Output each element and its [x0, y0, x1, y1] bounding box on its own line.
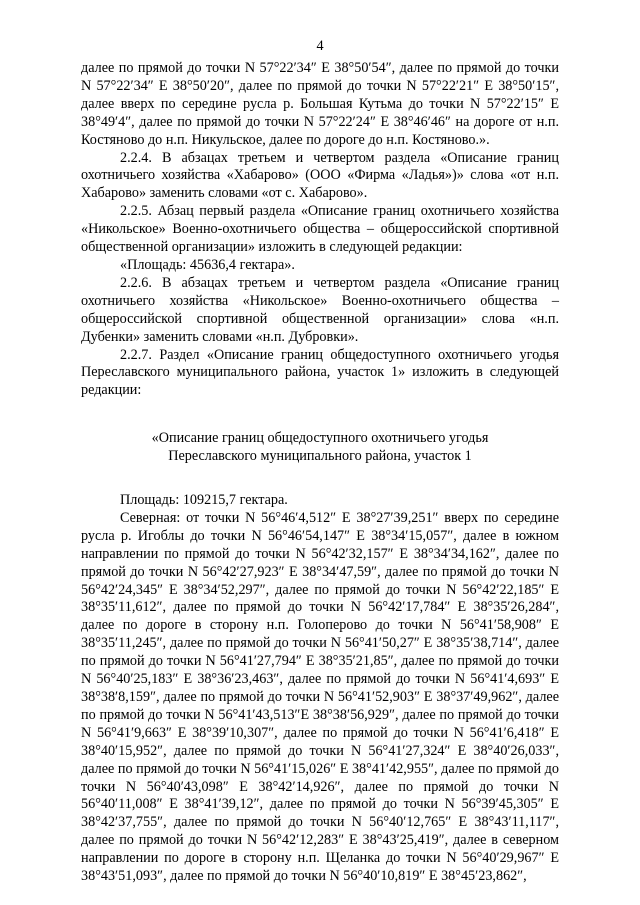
paragraph-2-2-4: 2.2.4. В абзацах третьем и четвертом раздела «Описание границ охотничьего хозяйства «Хабарово» (ООО «Фирма «Ладья»)» слова «от н.п. Хабарово» заменить словами «от с. Хабарово».: [81, 149, 559, 202]
section-heading-line-2: Переславского муниципального района, участок 1: [168, 448, 472, 465]
section-area: Площадь: 109215,7 гектара.: [120, 492, 288, 509]
paragraph-continuation: далее по прямой до точки N 57°22′34″ E 38°50′54″, далее по прямой до точки N 57°22′34″ E 38°50′20″, далее по прямой до точки N 57°22′21″ E 38°50′15″, далее вверх по середине русла р. Большая Кутьма до точки N 57°22′15″ E 38°49′4″, далее по прямой до точки N 57°22′24″ E 38°46′46″ на дороге от н.п. Костяново до н.п. Никульское, далее по дороге до н.п. Костяново.».: [81, 60, 559, 148]
page-number: 4: [316, 38, 324, 54]
paragraph-2-2-6: 2.2.6. В абзацах третьем и четвертом раздела «Описание границ охотничьего хозяйства «Никольское» Военно-охотничьего общества – общероссийской спортивной общественной организации» слова «н.п. Дубенки» заменить словами «н.п. Дубровки».: [81, 274, 559, 345]
north-boundary-description: Северная: от точки N 56°46′4,512″ E 38°27′39,251″ вверх по середине русла р. Игоблы до точки N 56°46′54,147″ E 38°34′15,057″, далее в южном направлении по прямой до точки N 56°42′32,157″ E 38°34′34,162″, далее по прямой до точки N 56°42′27,923″ E 38°34′47,59″, далее по прямой до точки N 56°42′24,345″ E 38°34′52,297″, далее по прямой до точки N 56°42′22,185″ E 38°35′11,612″, далее по прямой до точки N 56°42′17,784″ E 38°35′26,284″, далее по дороге в сторону н.п. Голоперово до точки N 56°41′58,908″ E 38°35′11,245″, далее по прямой до точки N 56°41′50,27″ E 38°35′38,714″, далее по прямой до точки N 56°41′27,794″ E 38°35′21,85″, далее по прямой до точки N 56°40′25,183″ E 38°36′23,463″, далее по прямой до точки N 56°41′4,693″ E 38°38′8,159″, далее по прямой до точки N 56°41′52,903″ E 38°37′49,962″, далее по прямой до точки N 56°41′43,513″E 38°38′56,929″, далее по прямой до точки N 56°41′9,663″ E 38°39′10,307″, далее по прямой до точки N 56°41′6,418″ E 38°40′15,952″, далее по прямой до точки N 56°41′27,324″ E 38°40′26,033″, далее по прямой до точки N 56°41′15,026″ E 38°41′42,955″, далее по прямой до точки N 56°40′43,098″ E 38°42′14,926″, далее по прямой до точки N 56°40′11,008″ E 38°41′39,12″, далее по прямой до точки N 56°39′45,305″ E 38°42′37,755″, далее по прямой до точки N 56°40′12,765″ E 38°43′11,117″, далее по прямой до точки N 56°42′12,283″ E 38°43′25,419″, далее в северном направлении по дороге в сторону н.п. Щеланка до точки N 56°40′29,967″ E 38°43′51,093″, далее по прямой до точки N 56°40′10,819″ E 38°45′23,862″,: [81, 509, 559, 885]
paragraph-area-quote: «Площадь: 45636,4 гектара».: [120, 256, 295, 273]
section-heading-line-1: «Описание границ общедоступного охотничьего угодья: [151, 430, 489, 447]
document-body: [81, 60, 559, 886]
paragraph-2-2-7: 2.2.7. Раздел «Описание границ общедоступного охотничьего угодья Переславского муниципального района, участок 1» изложить в следующей редакции:: [81, 346, 559, 399]
paragraph-2-2-5: 2.2.5. Абзац первый раздела «Описание границ охотничьего хозяйства «Никольское» Военно-охотничьего общества – общероссийской спортивной общественной организации» изложить в следующей редакции:: [81, 203, 559, 256]
